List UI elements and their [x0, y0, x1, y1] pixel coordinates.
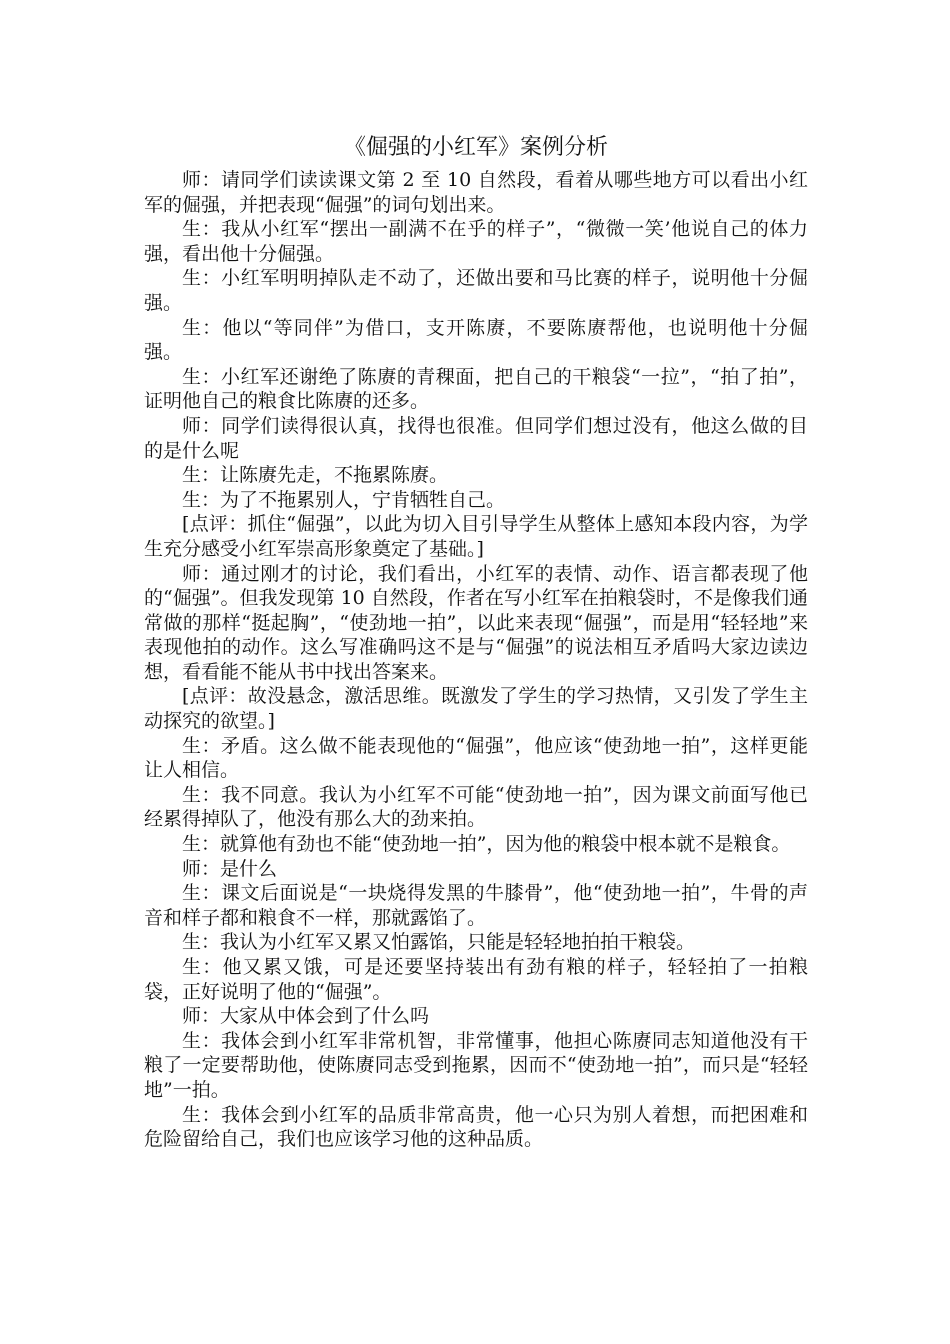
- paragraph: 师：通过刚才的讨论，我们看出，小红军的表情、动作、语言都表现了他的“倔强”。但我发现第 10 自然段，作者在写小红军在拍粮袋时，不是像我们通常做的那样“挺起胸”，“使劲地一拍”，以此来表现“倔强”，而是用“轻轻地”来表现他拍的动作。这么写准确吗这不是与“倔强”的说法相互矛盾吗大家边读边想，看看能不能从书中找出答案来。: [144, 562, 808, 683]
- paragraph: 生：我体会到小红军的品质非常高贵，他一心只为别人着想，而把困难和危险留给自己，我们也应该学习他的这种品质。: [144, 1103, 808, 1151]
- document-page: [144, 130, 808, 1152]
- comment-paragraph: [点评：抓住“倔强”，以此为切入目引导学生从整体上感知本段内容，为学生充分感受小红军崇高形象奠定了基础。]: [144, 513, 808, 560]
- paragraph: 生：我认为小红军又累又怕露馅，只能是轻轻地拍拍干粮袋。: [182, 931, 696, 954]
- paragraph: 生：矛盾。这么做不能表现他的“倔强”，他应该“使劲地一拍”，这样更能让人相信。: [144, 734, 808, 782]
- paragraph: 生：小红军还谢绝了陈赓的青稞面，把自己的干粮袋“一拉”，“拍了拍”，证明他自己的粮食比陈赓的还多。: [144, 365, 808, 413]
- comment-paragraph: [点评：故没悬念，激活思维。既激发了学生的学习热情，又引发了学生主动探究的欲望。]: [144, 685, 808, 733]
- paragraph: 生：小红军明明掉队走不动了，还做出要和马比赛的样子，说明他十分倔强。: [144, 267, 808, 314]
- paragraph: 生：课文后面说是“一块烧得发黑的牛膝骨”，他“使劲地一拍”，牛骨的声音和样子都和粮食不一样，那就露馅了。: [144, 882, 808, 929]
- paragraph: 师：是什么: [182, 857, 278, 880]
- paragraph: 师：大家从中体会到了什么吗: [182, 1005, 430, 1028]
- paragraph: 生：我不同意。我认为小红军不可能“使劲地一拍”，因为课文前面写他已经累得掉队了，他没有那么大的劲来拍。: [144, 783, 808, 831]
- document-title: 《倔强的小红军》案例分析: [343, 135, 608, 160]
- paragraph: 生：我体会到小红军非常机智，非常懂事，他担心陈赓同志知道他没有干粮了一定要帮助他，使陈赓同志受到拖累，因而不“使劲地一拍”，而只是“轻轻地”一拍。: [144, 1029, 808, 1101]
- paragraph: 生：他以“等同伴”为借口，支开陈赓，不要陈赓帮他，也说明他十分倔强。: [144, 316, 808, 364]
- paragraph: 生：就算他有劲也不能“使劲地一拍”，因为他的粮袋中根本就不是粮食。: [182, 833, 791, 856]
- paragraph: 师：请同学们读读课文第 2 至 10 自然段，看着从哪些地方可以看出小红军的倔强，并把表现“倔强”的词句划出来。: [144, 169, 808, 216]
- paragraph: 生：我从小红军“摆出一副满不在乎的样子”，“微微一笑’他说自己的体力强，看出他十分倔强。: [144, 218, 808, 265]
- paragraph: 生：他又累又饿，可是还要坚持装出有劲有粮的样子，轻轻拍了一拍粮袋，正好说明了他的“倔强”。: [144, 956, 808, 1003]
- paragraph: 生：让陈赓先走，不拖累陈赓。: [182, 464, 449, 487]
- paragraph: 师：同学们读得很认真，找得也很准。但同学们想过没有，他这么做的目的是什么呢: [144, 414, 808, 462]
- paragraph: 生：为了不拖累别人，宁肯牺牲自己。: [182, 488, 506, 511]
